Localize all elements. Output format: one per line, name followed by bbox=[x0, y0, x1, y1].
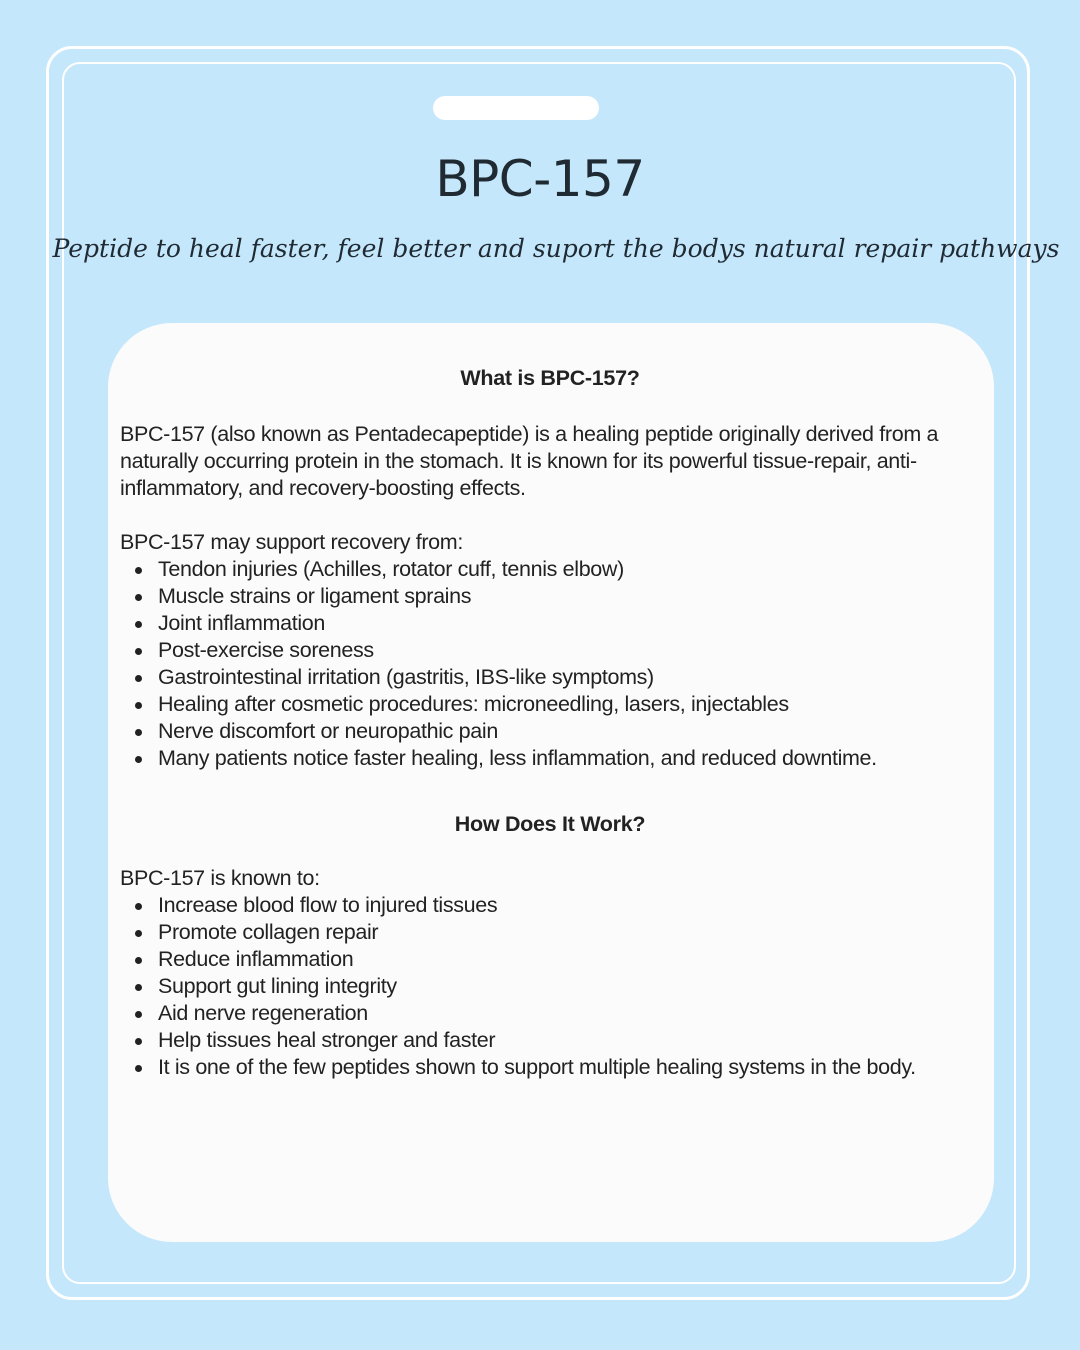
list-item bbox=[120, 892, 980, 919]
list-item-text: Many patients notice faster healing, less inflammation, and reduced downtime. bbox=[158, 746, 877, 770]
list-item-text: Healing after cosmetic procedures: microneedling, lasers, injectables bbox=[158, 692, 789, 716]
list-item-text: Aid nerve regeneration bbox=[158, 1001, 368, 1025]
list-item bbox=[120, 1027, 980, 1054]
bullet-icon bbox=[135, 957, 142, 964]
bullet-icon bbox=[135, 1038, 142, 1045]
list-item-text: It is one of the few peptides shown to support multiple healing systems in the body. bbox=[158, 1055, 916, 1079]
bullet-icon bbox=[135, 1065, 142, 1072]
list-item-text: Gastrointestinal irritation (gastritis, IBS-like symptoms) bbox=[158, 665, 654, 689]
list-item bbox=[120, 745, 980, 772]
list-item-text: Help tissues heal stronger and faster bbox=[158, 1028, 496, 1052]
list-item-text: Reduce inflammation bbox=[158, 947, 354, 971]
list-item-text: Post-exercise soreness bbox=[158, 638, 374, 662]
list-item-text: Tendon injuries (Achilles, rotator cuff, tennis elbow) bbox=[158, 557, 624, 581]
bullet-icon bbox=[135, 648, 142, 655]
list-item-text: Promote collagen repair bbox=[158, 920, 379, 944]
page-title: BPC-157 bbox=[435, 150, 645, 208]
list-item-text: Muscle strains or ligament sprains bbox=[158, 584, 472, 608]
bullet-icon bbox=[135, 756, 142, 763]
recovery-list bbox=[120, 556, 980, 772]
list-item bbox=[120, 637, 980, 664]
list-item bbox=[120, 946, 980, 973]
recovery-lead-text: BPC-157 may support recovery from: bbox=[120, 530, 463, 554]
bullet-icon bbox=[135, 903, 142, 910]
bullet-icon bbox=[135, 1011, 142, 1018]
bullet-icon bbox=[135, 729, 142, 736]
page-subtitle: Peptide to heal faster, feel better and suport the bodys natural repair pathways bbox=[52, 234, 1060, 263]
list-item bbox=[120, 556, 980, 583]
list-item bbox=[120, 691, 980, 718]
list-item bbox=[120, 919, 980, 946]
bullet-icon bbox=[135, 621, 142, 628]
section-heading-what-is: What is BPC-157? bbox=[460, 366, 640, 390]
list-item bbox=[120, 973, 980, 1000]
content-card bbox=[108, 323, 994, 1242]
list-item bbox=[120, 583, 980, 610]
list-item bbox=[120, 1000, 980, 1027]
mechanism-list bbox=[120, 892, 980, 1081]
list-item bbox=[120, 1054, 980, 1081]
intro-paragraph: BPC-157 (also known as Pentadecapeptide) is a healing peptide originally derived from a naturally occurring protein in the stomach. It is known for its powerful tissue-repair, anti-inflammatory, and recovery-boosting effects. bbox=[120, 422, 939, 500]
top-pill-decoration bbox=[433, 96, 599, 120]
bullet-icon bbox=[135, 594, 142, 601]
section-heading-how-it-works: How Does It Work? bbox=[454, 812, 646, 836]
list-item bbox=[120, 610, 980, 637]
list-item-text: Increase blood flow to injured tissues bbox=[158, 893, 498, 917]
list-item bbox=[120, 664, 980, 691]
list-item-text: Support gut lining integrity bbox=[158, 974, 397, 998]
bullet-icon bbox=[135, 930, 142, 937]
bullet-icon bbox=[135, 567, 142, 574]
bullet-icon bbox=[135, 984, 142, 991]
list-item-text: Joint inflammation bbox=[158, 611, 325, 635]
list-item-text: Nerve discomfort or neuropathic pain bbox=[158, 719, 498, 743]
bullet-icon bbox=[135, 675, 142, 682]
list-item bbox=[120, 718, 980, 745]
bullet-icon bbox=[135, 702, 142, 709]
mechanism-lead-text: BPC-157 is known to: bbox=[120, 866, 320, 890]
